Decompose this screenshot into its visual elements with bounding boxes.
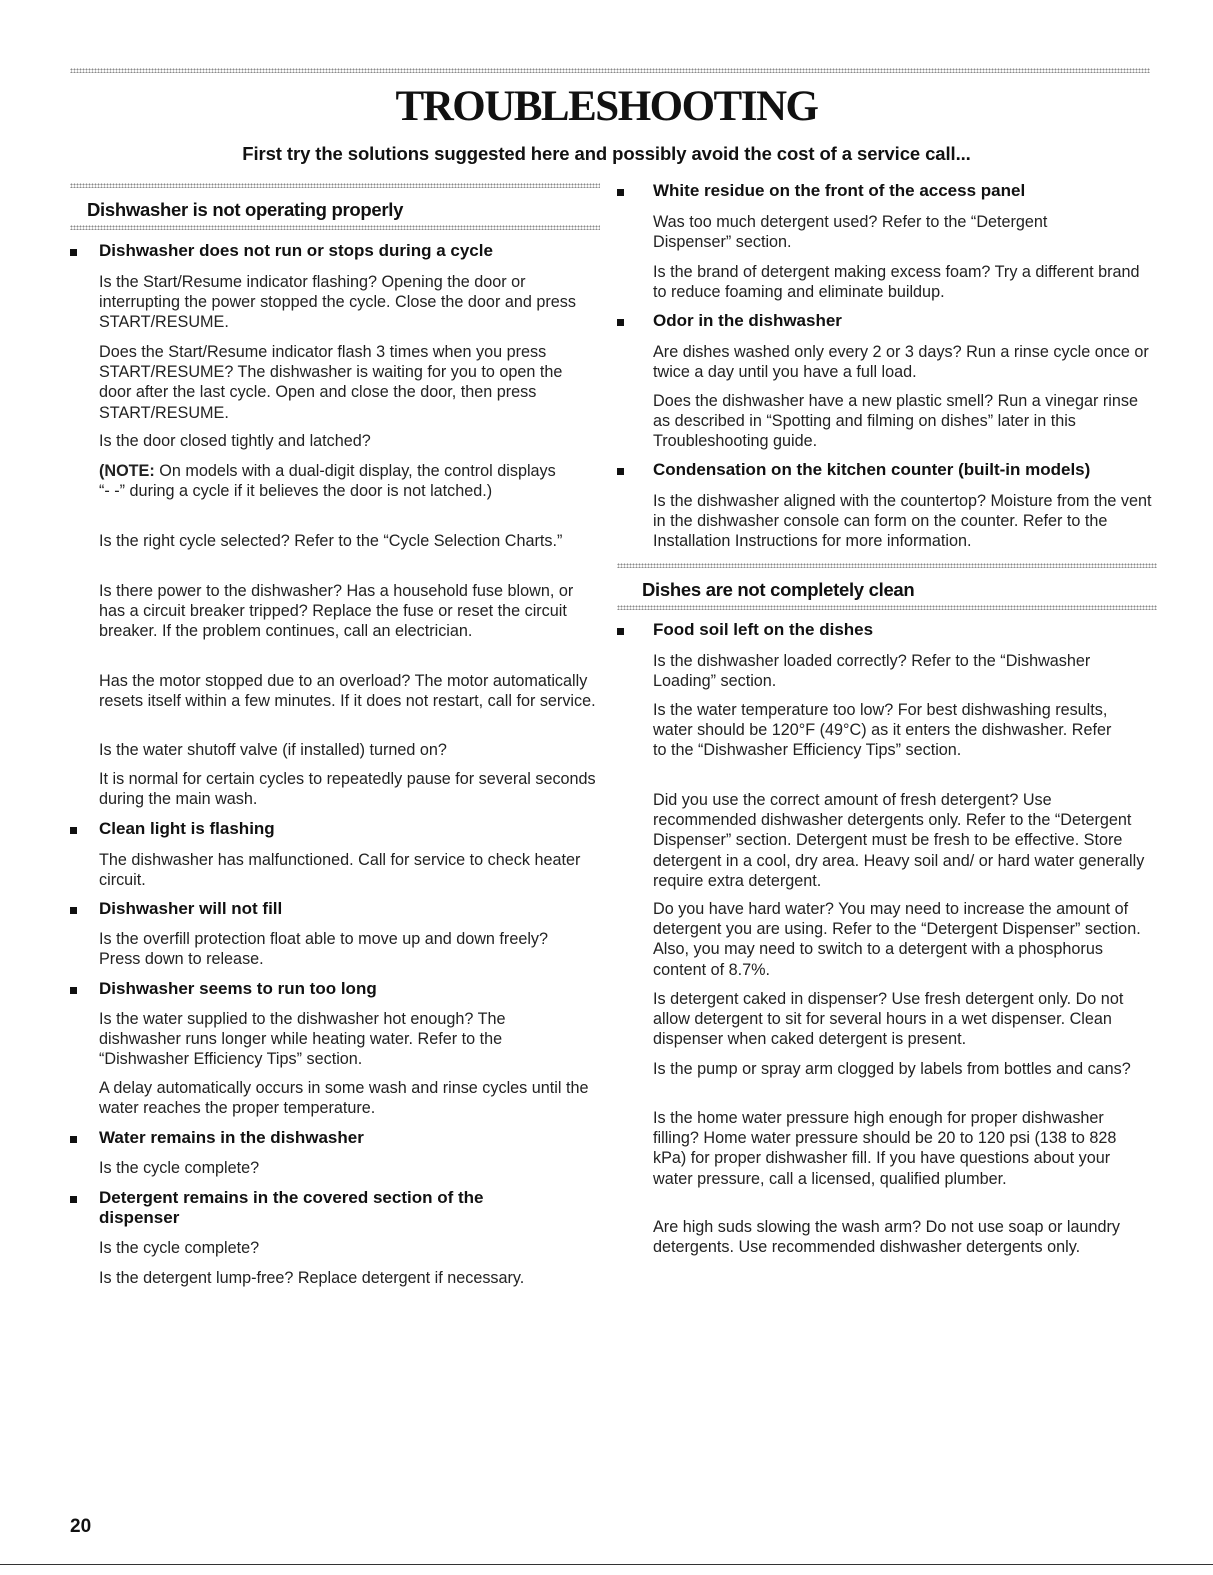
paragraph: Is the brand of detergent making excess foam? Try a different brand to reduce foaming and eliminate buildup. <box>653 263 1140 302</box>
item-title: Food soil left on the dishes <box>653 620 874 639</box>
paragraph: Are dishes washed only every 2 or 3 days? Run a rinse cycle once or twice a day until you have a full load. <box>653 343 1149 382</box>
note-text: On models with a dual-digit display, the control displays “- -” during a cycle if it believes the door is not latched.) <box>99 462 556 501</box>
paragraph: Does the dishwasher have a new plastic smell? Run a vinegar rinse as described in “Spotting and filming on dishes” later in this Troubleshooting guide. <box>653 392 1138 451</box>
item-title: Condensation on the kitchen counter (built-in models) <box>653 460 1091 479</box>
item-title: White residue on the front of the access panel <box>653 181 1026 200</box>
item-title: Dishwasher does not run or stops during a cycle <box>99 241 493 260</box>
paragraph: Is the water temperature too low? For best dishwashing results, water should be 120°F (49°C) as it enters the dishwasher. Refer to the “Dishwasher Efficiency Tips” section. <box>653 701 1112 760</box>
paragraph: Is the home water pressure high enough for proper dishwasher filling? Home water pressure should be 20 to 120 psi (138 to 828 kPa) for proper dishwasher fill. If you have questions about your water pressure, call a licensed, qualified plumber. <box>653 1109 1117 1188</box>
paragraph: Did you use the correct amount of fresh detergent? Use recommended dishwasher detergents only. Refer to the “Detergent Dispenser” section. Detergent must be fresh to be effective. Store detergent in a cool, dry area. Heavy soil and/ or hard water generally require extra detergent. <box>653 791 1145 890</box>
paragraph: Are high suds slowing the wash arm? Do not use soap or laundry detergents. Use recommended dishwasher detergents only. <box>653 1218 1120 1257</box>
bullet-icon <box>70 987 77 994</box>
paragraph: Is the dishwasher loaded correctly? Refer to the “Dishwasher Loading” section. <box>653 652 1091 691</box>
item-title: Dishwasher will not fill <box>99 899 283 918</box>
item-title: Dishwasher seems to run too long <box>99 979 377 998</box>
bullet-icon <box>617 468 624 475</box>
paragraph: Is the Start/Resume indicator flashing? Opening the door or interrupting the power stopped the cycle. Close the door and press START/RESUME. <box>99 273 576 332</box>
paragraph: Is the overfill protection float able to move up and down freely? Press down to release. <box>99 930 549 969</box>
paragraph: Has the motor stopped due to an overload? The motor automatically resets itself within a few minutes. If it does not restart, call for service. <box>99 672 596 711</box>
section-rule-bottom <box>617 605 1157 610</box>
paragraph: Is the water shutoff valve (if installed) turned on? <box>99 741 447 759</box>
paragraph: Is there power to the dishwasher? Has a household fuse blown, or has a circuit breaker tripped? Replace the fuse or reset the circuit breaker. If the problem continues, call an electrician. <box>99 582 574 641</box>
paragraph: Was too much detergent used? Refer to the “Detergent Dispenser” section. <box>653 213 1048 252</box>
paragraph: Is the dishwasher aligned with the countertop? Moisture from the vent in the dishwasher console can form on the counter. Refer to the Installation Instructions for more information. <box>653 492 1152 551</box>
bullet-icon <box>70 1136 77 1143</box>
paragraph: Does the Start/Resume indicator flash 3 times when you press START/RESUME? The dishwasher is waiting for you to open the door after the last cycle. Open and close the door, then press START/RESUME. <box>99 343 563 422</box>
note-paragraph <box>99 461 559 501</box>
bullet-icon <box>70 249 77 256</box>
bullet-icon <box>70 1196 77 1203</box>
page-title: TROUBLESHOOTING <box>395 83 818 130</box>
section-title: Dishes are not completely clean <box>642 579 915 600</box>
paragraph: Is the cycle complete? <box>99 1239 260 1257</box>
section-rule-top <box>617 563 1157 568</box>
item-title: Clean light is flashing <box>99 819 275 838</box>
item-title: Odor in the dishwasher <box>653 311 842 330</box>
bullet-icon <box>617 189 624 196</box>
paragraph: It is normal for certain cycles to repeatedly pause for several seconds during the main wash. <box>99 770 596 809</box>
item-title: Water remains in the dishwasher <box>99 1128 364 1147</box>
section-rule-top <box>70 183 600 188</box>
section-title: Dishwasher is not operating properly <box>87 199 404 220</box>
page-number: 20 <box>70 1516 92 1537</box>
bottom-rule <box>0 1564 1213 1565</box>
paragraph: Is the water supplied to the dishwasher hot enough? The dishwasher runs longer while heating water. Refer to the “Dishwasher Efficiency Tips” section. <box>99 1010 506 1069</box>
top-dotted-rule <box>70 68 1150 73</box>
paragraph: Is the pump or spray arm clogged by labels from bottles and cans? <box>653 1060 1131 1078</box>
paragraph: Is the right cycle selected? Refer to the “Cycle Selection Charts.” <box>99 532 563 550</box>
paragraph: Do you have hard water? You may need to increase the amount of detergent you are using. Refer to the “Detergent Dispenser” section. Also, you may need to switch to a detergent with a phosphorus content of 8.7%. <box>653 900 1141 979</box>
paragraph: Is the detergent lump-free? Replace detergent if necessary. <box>99 1269 525 1287</box>
item-title: Detergent remains in the covered section of the dispenser <box>99 1188 484 1227</box>
paragraph: The dishwasher has malfunctioned. Call for service to check heater circuit. <box>99 851 581 890</box>
page-subtitle: First try the solutions suggested here and possibly avoid the cost of a service call... <box>242 143 971 164</box>
bullet-icon <box>70 827 77 834</box>
paragraph: Is detergent caked in dispenser? Use fresh detergent only. Do not allow detergent to sit for several hours in a wet dispenser. Clean dispenser when caked detergent is present. <box>653 990 1124 1049</box>
bullet-icon <box>617 628 624 635</box>
paragraph: Is the door closed tightly and latched? <box>99 432 371 450</box>
section-rule-bottom <box>70 225 600 230</box>
bullet-icon <box>70 907 77 914</box>
note-label: (NOTE: <box>99 462 155 480</box>
paragraph: Is the cycle complete? <box>99 1159 260 1177</box>
bullet-icon <box>617 319 624 326</box>
paragraph: A delay automatically occurs in some wash and rinse cycles until the water reaches the proper temperature. <box>99 1079 589 1118</box>
